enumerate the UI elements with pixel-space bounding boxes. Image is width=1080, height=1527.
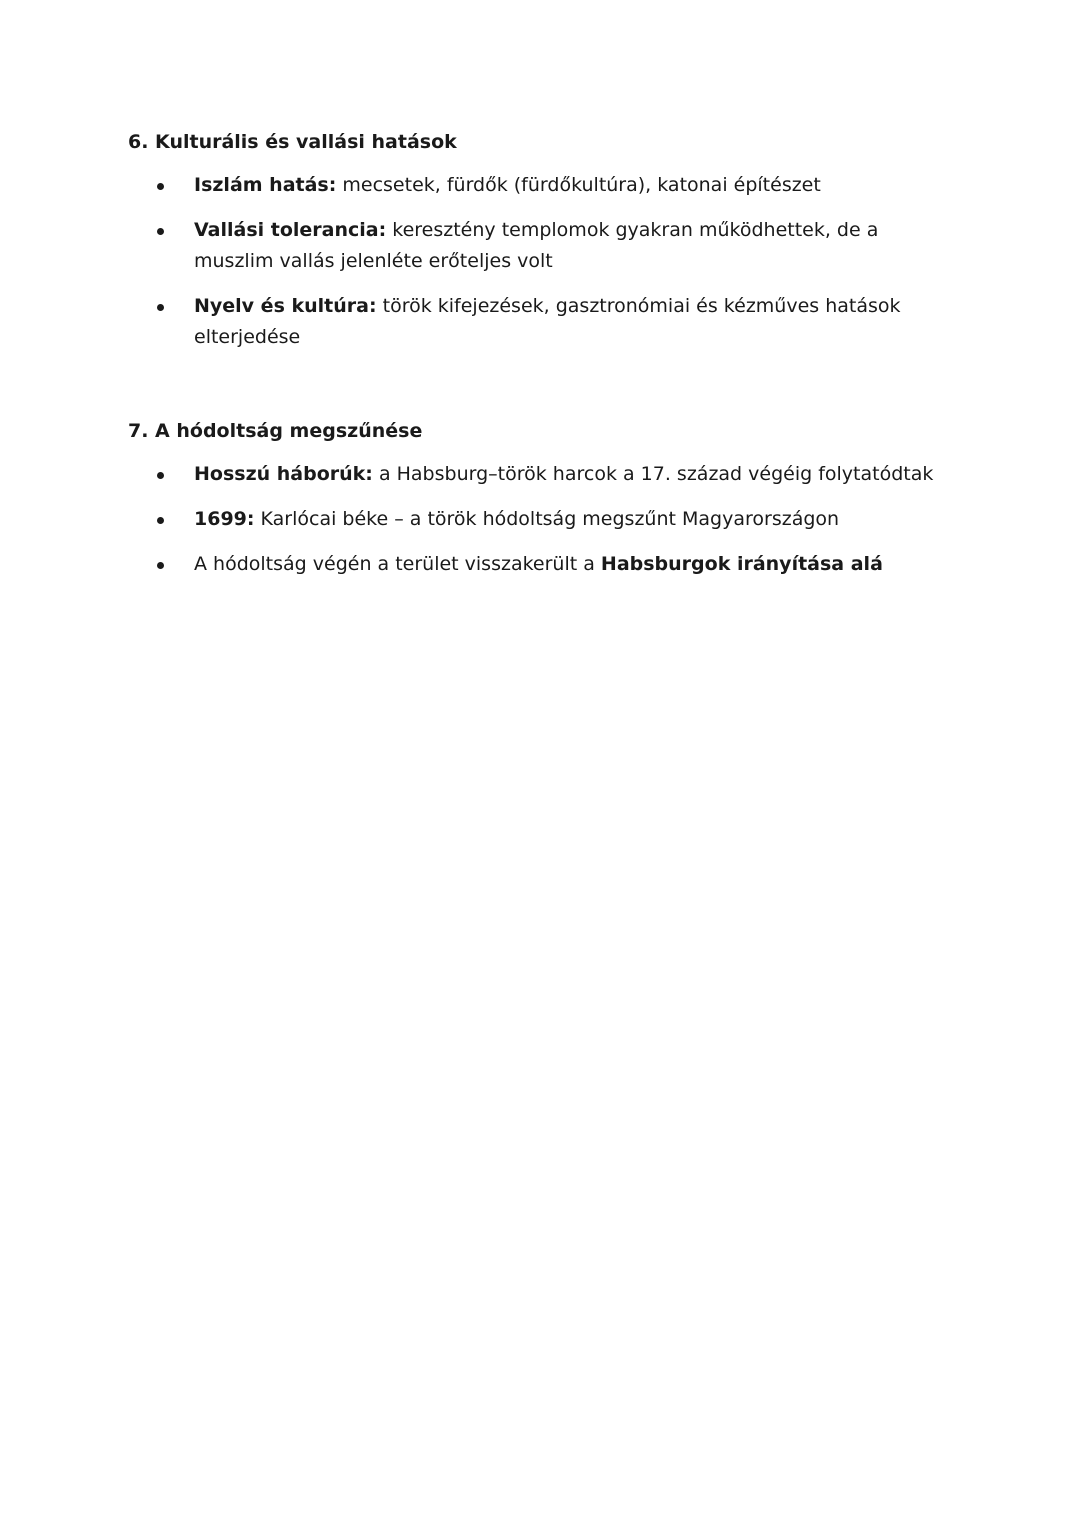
item-text: mecsetek, fürdők (fürdőkultúra), katonai építészet: [336, 174, 821, 196]
item-term: 1699:: [194, 508, 255, 530]
item-text: török kifejezések, gasztronómiai és kézműves hatások elterjedése: [194, 295, 901, 348]
list-item: [128, 504, 948, 535]
item-term: Habsburgok irányítása alá: [600, 553, 883, 575]
bullet-list: [128, 459, 948, 580]
section-heading: 6. Kulturális és vallási hatások: [128, 131, 457, 153]
section-cultural-religious-effects: [128, 129, 948, 353]
list-item: [128, 170, 948, 201]
item-term: Nyelv és kultúra:: [194, 295, 377, 317]
item-text: keresztény templomok gyakran működhettek, de a muszlim vallás jelenléte erőteljes volt: [194, 219, 879, 272]
bullet-icon: [157, 562, 164, 569]
item-text: A hódoltság végén a terület visszakerült a: [194, 553, 601, 575]
item-text: Karlócai béke – a török hódoltság megszűnt Magyarországon: [254, 508, 840, 530]
section-heading: 7. A hódoltság megszűnése: [128, 420, 423, 442]
bullet-icon: [157, 304, 164, 311]
item-term: Iszlám hatás:: [194, 174, 337, 196]
list-item: [128, 549, 948, 580]
list-item: [128, 215, 948, 277]
item-text: a Habsburg–török harcok a 17. század végéig folytatódtak: [372, 463, 934, 485]
bullet-icon: [157, 183, 164, 190]
item-term: Hosszú háborúk:: [194, 463, 373, 485]
bullet-icon: [157, 472, 164, 479]
item-term: Vallási tolerancia:: [194, 219, 387, 241]
list-item: [128, 291, 948, 353]
bullet-icon: [157, 517, 164, 524]
bullet-list: [128, 170, 948, 353]
list-item: [128, 459, 948, 490]
bullet-icon: [157, 228, 164, 235]
section-end-of-occupation: [128, 418, 948, 580]
